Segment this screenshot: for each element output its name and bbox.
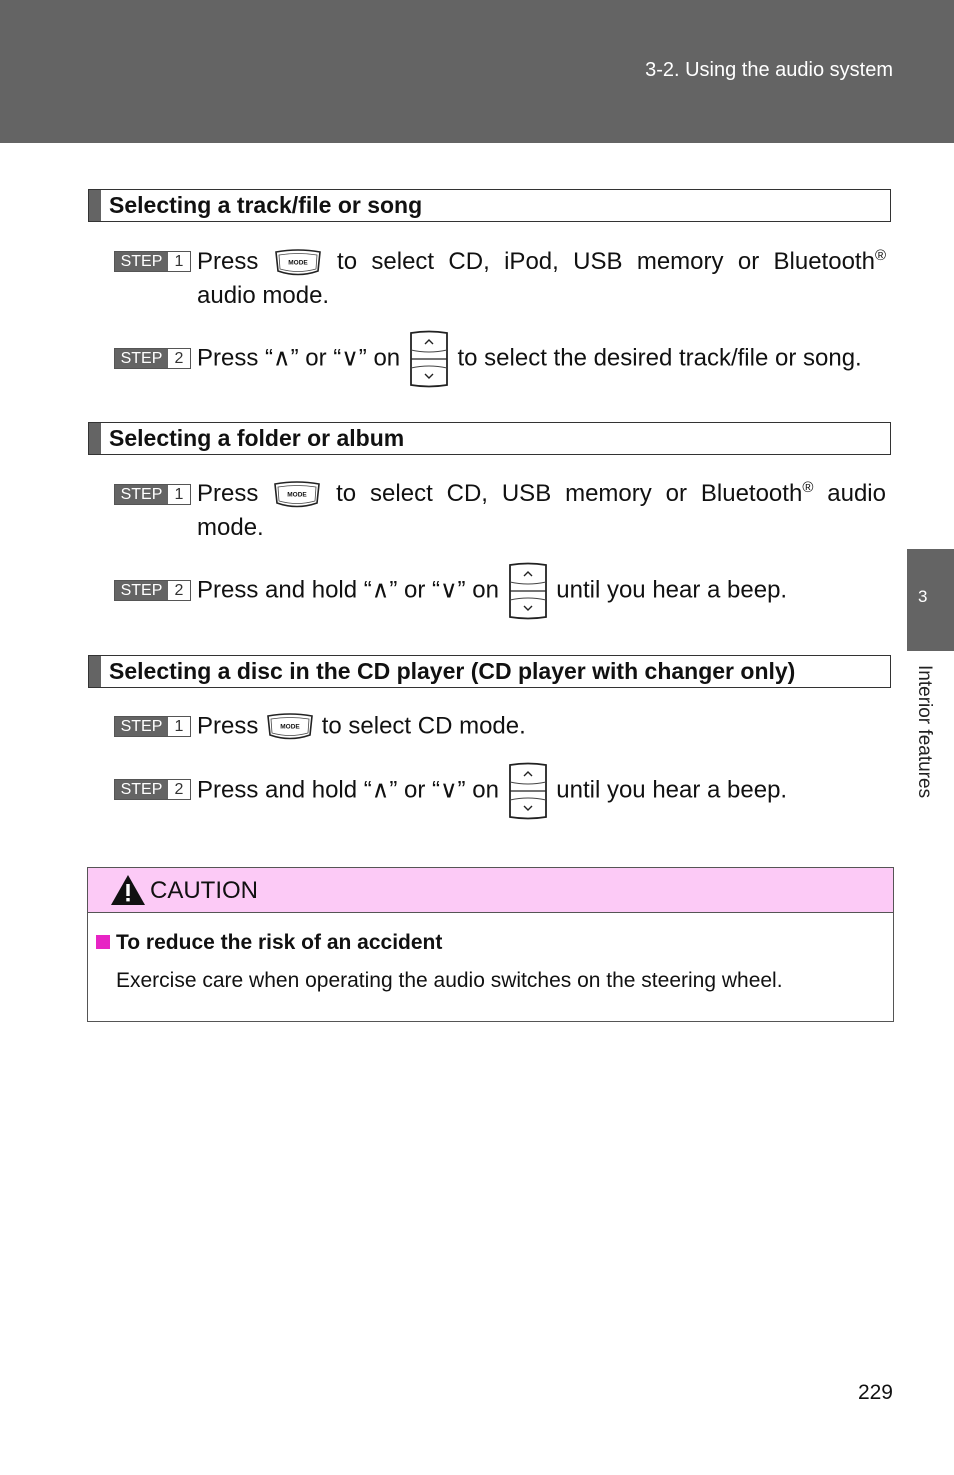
press-word: Press <box>197 480 259 507</box>
section-heading-track <box>88 189 891 222</box>
page-number: 229 <box>857 1381 893 1404</box>
step-text-b: to select CD mode. <box>321 712 526 740</box>
up-down-rocker-icon <box>506 562 550 620</box>
mode-button-icon <box>273 248 323 278</box>
caution-title: CAUTION <box>150 877 258 904</box>
page-header-bar <box>0 0 954 143</box>
step-label: STEP <box>115 581 168 600</box>
caution-box <box>87 867 894 1022</box>
step-label: STEP <box>115 717 168 736</box>
step-text-b: until you hear a beep. <box>556 776 788 804</box>
step-text <box>197 245 886 313</box>
step-text-a: to select CD, USB memory or Bluetooth <box>336 480 803 507</box>
section-heading-text: Selecting a track/file or song <box>109 192 423 218</box>
step-number: 1 <box>168 252 190 271</box>
caution-topic-text: To reduce the risk of an accident <box>116 931 443 954</box>
step-text-b: until you hear a beep. <box>556 576 788 604</box>
step-text <box>197 712 526 742</box>
caution-header <box>88 868 893 913</box>
bullet-square-icon <box>96 935 110 949</box>
section-title: 3-2. Using the audio system <box>645 59 893 81</box>
step-number: 2 <box>168 581 190 600</box>
step-text-b: to select the desired track/file or song. <box>457 344 862 372</box>
step-number: 2 <box>168 349 190 368</box>
step-badge <box>114 484 191 505</box>
step-label: STEP <box>115 485 168 504</box>
step-text-b: mode. <box>197 514 264 541</box>
chapter-label: Interior features <box>914 665 935 799</box>
step-number: 1 <box>168 717 190 736</box>
up-down-rocker-icon <box>407 330 451 388</box>
step-text <box>197 562 787 620</box>
mode-button-icon <box>272 480 322 510</box>
step-text-tail: audio <box>827 480 886 507</box>
step-text-b: audio mode. <box>197 282 330 309</box>
step-badge <box>114 779 191 800</box>
step-badge <box>114 716 191 737</box>
step-text <box>197 477 886 545</box>
step-number: 2 <box>168 780 190 799</box>
step-text <box>197 762 787 820</box>
caution-topic <box>96 931 442 955</box>
warning-triangle-icon <box>109 873 147 907</box>
step-text-a: Press <box>197 712 259 740</box>
step-label: STEP <box>115 780 168 799</box>
registered-mark: ® <box>802 479 814 496</box>
chapter-number: 3 <box>918 587 928 606</box>
section-heading-text: Selecting a disc in the CD player (CD player with changer only) <box>109 658 796 684</box>
press-word: Press <box>197 248 259 275</box>
step-text <box>197 330 862 388</box>
section-heading-folder <box>88 422 891 455</box>
registered-mark: ® <box>874 247 886 264</box>
step-text-a: to select CD, iPod, USB memory or Bluetooth <box>337 248 875 275</box>
step-text-a: Press “∧” or “∨” on <box>197 344 401 372</box>
step-text-a: Press and hold “∧” or “∨” on <box>197 776 499 804</box>
up-down-rocker-icon <box>506 762 550 820</box>
section-heading-text: Selecting a folder or album <box>109 425 405 451</box>
step-badge <box>114 251 191 272</box>
section-heading-disc <box>88 655 891 688</box>
step-text-a: Press and hold “∧” or “∨” on <box>197 576 499 604</box>
chapter-tab <box>907 549 954 651</box>
step-label: STEP <box>115 349 168 368</box>
step-badge <box>114 580 191 601</box>
step-badge <box>114 348 191 369</box>
caution-body: Exercise care when operating the audio switches on the steering wheel. <box>116 969 783 992</box>
step-label: STEP <box>115 252 168 271</box>
step-number: 1 <box>168 485 190 504</box>
mode-button-icon <box>265 712 315 742</box>
